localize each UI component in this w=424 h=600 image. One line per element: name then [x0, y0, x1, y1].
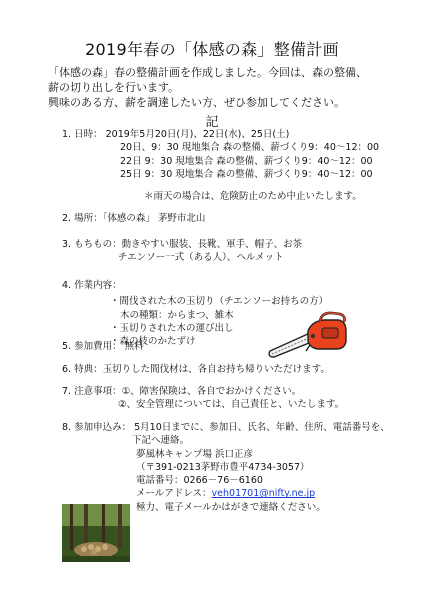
bonus-heading: 6. 特典：玉切りした間伐材は、各自お持ち帰りいただけます。	[62, 364, 330, 375]
schedule-row: 25日 9：30 現地集合 森の整備、薪づくり9：40～12：00	[120, 168, 373, 180]
page-title: 2019年春の「体感の森」整備計画	[85, 40, 339, 59]
intro-line: 「体感の森」春の整備計画を作成しました。今回は、森の整備、	[48, 66, 367, 79]
work-item: 木の種類：からまつ、雑木	[120, 309, 234, 321]
section-notes	[62, 385, 344, 412]
forest-photo	[62, 504, 130, 562]
section-bonus	[62, 363, 330, 376]
section-fee	[62, 340, 144, 353]
mail-link[interactable]: veh01701@nifty.ne.jp	[211, 488, 316, 500]
closing-note: 極力、電子メールかはがきで連絡ください。	[136, 501, 326, 513]
contact-phone: 電話番号：0266－76－6160	[136, 475, 263, 487]
contact-address: （〒391-0213茅野市豊平4734-3057）	[136, 461, 310, 473]
notes-row: ②、安全管理については、自己責任と、いたします。	[118, 399, 345, 411]
schedule-heading: 1. 日時： 2019年5月20日(月)、22日(水)、25日(土)	[62, 129, 290, 140]
section-belongings	[62, 238, 302, 265]
place-heading: 2. 場所：「体感の森」 茅野市北山	[62, 213, 206, 224]
work-item: ・玉切りされた木の運び出し	[110, 322, 234, 334]
intro-line: 興味のある方、薪を調達したい方、ぜひ参加してください。	[48, 96, 345, 109]
work-heading: 4. 作業内容：	[62, 280, 122, 291]
intro-line: 薪の切り出しを行います。	[48, 81, 180, 94]
section-place	[62, 212, 205, 225]
chainsaw-icon	[266, 311, 350, 361]
belongings-row: チエンソー一式（ある人）、ヘルメット	[118, 252, 284, 264]
apply-row: 下記へ連絡。	[132, 435, 190, 447]
rain-note: ＊雨天の場合は、危険防止のため中止いたします。	[144, 191, 362, 203]
schedule-row: 20日、9：30 現地集合 森の整備、薪づくり9：40～12：00	[120, 142, 380, 154]
work-item: ・森の枝のかたずけ	[110, 336, 196, 348]
section-schedule	[62, 128, 379, 203]
contact-mail-row	[62, 487, 390, 500]
work-item: ・間伐された木の玉切り（チエンソーお持ちの方）	[110, 296, 329, 308]
apply-heading: 8. 参加申込み： 5月10日までに、参加日、氏名、年齢、住所、電話番号を、	[62, 422, 390, 433]
intro-paragraph	[48, 65, 398, 110]
belongings-heading: 3. もちもの：動きやすい服装、長靴、軍手、帽子、お茶	[62, 239, 303, 250]
schedule-row: 22日 9：30 現地集合 森の整備、薪づくり9：40～12：00	[120, 155, 373, 167]
ki-heading: 記	[205, 115, 219, 130]
mail-label: メールアドレス：	[136, 488, 212, 500]
notes-heading: 7. 注意事項：①、障害保険は、各自でおかけください。	[62, 386, 302, 397]
contact-name: 夢風林キャンプ場 浜口正彦	[136, 448, 254, 460]
section-apply	[62, 421, 390, 514]
fee-heading: 5. 参加費用： 無料	[62, 341, 144, 352]
